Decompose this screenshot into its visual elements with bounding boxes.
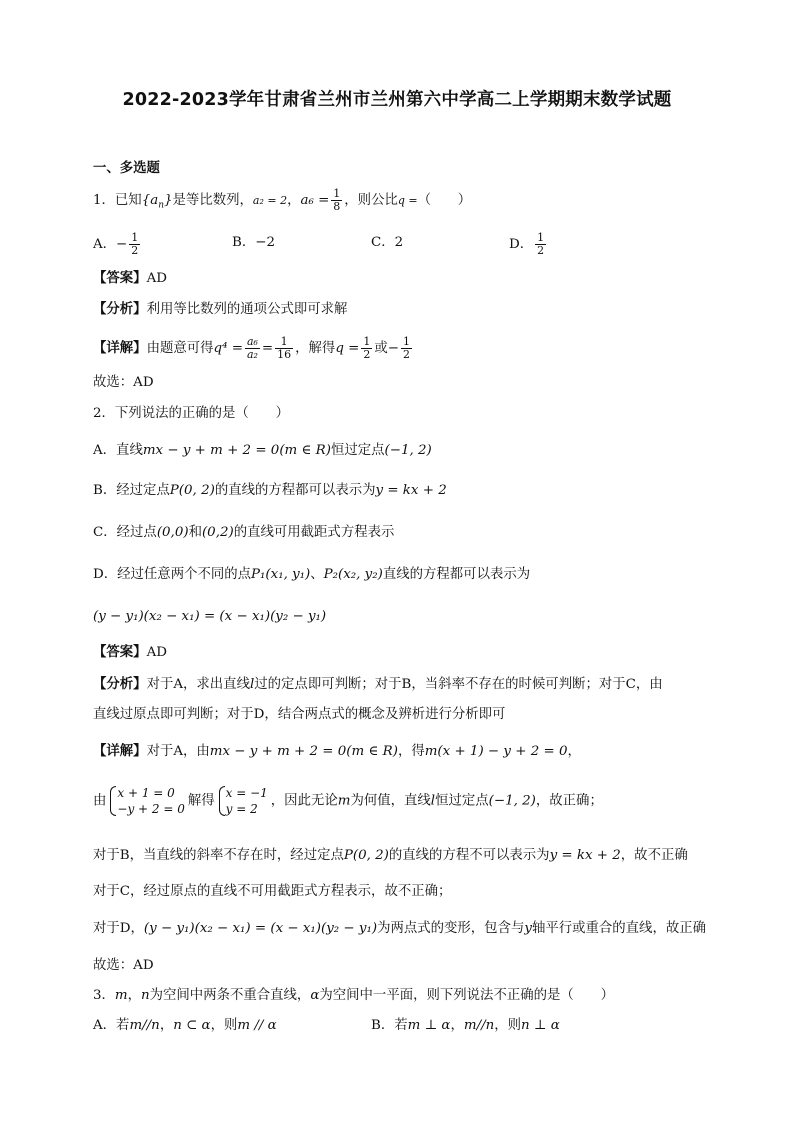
q3-option-b: B．若m ⊥ α，m//n，则n ⊥ α xyxy=(371,1018,560,1033)
q1-option-a: A．− $\frac{1}{2}$ xyxy=(93,231,139,257)
equation-system: x + 1 = 0 −y + 2 = 0 xyxy=(109,785,184,817)
q2-analysis-line2: 直线过原点即可判断；对于D，结合两点式的概念及辨析进行分析即可 xyxy=(93,707,506,722)
q1-option-d: D． $\frac{1}{2}$ xyxy=(509,231,545,257)
q3-stem: 3．m，n为空间中两条不重合直线，α为空间中一平面，则下列说法不正确的是（ ） xyxy=(93,988,614,1003)
q2-answer: 【答案】AD xyxy=(93,645,167,660)
q2-detail-line5: 对于D，(y − y₁)(x₂ − x₁) = (x − x₁)(y₂ − y₁)为两点式的变形，包含与y轴平行或重合的直线，故正确 xyxy=(93,921,707,936)
fraction: $\frac{1}{8}$ xyxy=(333,187,341,213)
q1-detail: 【详解】由题意可得q⁴ = $\frac{\text{a₆}}{\text{a₂}}$ = $\frac{1}{16}$ ，解得q = $\frac{1}{2}$ 或− $\frac{1}{2}$ xyxy=(93,335,410,361)
q1-choice: 故选：AD xyxy=(93,375,154,390)
q1-option-c: C．2 xyxy=(371,235,404,250)
equation-system: x = −1 y = 2 xyxy=(218,785,268,817)
section-heading: 一、多选题 xyxy=(93,161,160,176)
q1-option-b: B．−2 xyxy=(232,235,275,250)
q2-option-d: D．经过任意两个不同的点P₁(x₁, y₁)、P₂(x₂, y₂)直线的方程都可以表示为 xyxy=(93,567,531,582)
q2-option-c: C．经过点(0,0)和(0,2)的直线可用截距式方程表示 xyxy=(93,525,395,540)
q2-stem: 2．下列说法的正确的是（ ） xyxy=(93,406,289,421)
q2-detail-line4: 对于C，经过原点的直线不可用截距式方程表示，故不正确； xyxy=(93,884,452,899)
q2-analysis-line1: 【分析】对于A，求出直线l过的定点即可判断；对于B，当斜率不存在的时候可判断；对于C，由 xyxy=(93,677,663,692)
q2-detail-line1: 【详解】对于A，由mx − y + m + 2 = 0(m ∈ R)，得m(x + 1) − y + 2 = 0， xyxy=(93,744,581,759)
q2-choice: 故选：AD xyxy=(93,958,154,973)
q2-option-b: B．经过定点P(0, 2)的直线的方程都可以表示为y = kx + 2 xyxy=(93,483,447,498)
q2-option-d-equation: (y − y₁)(x₂ − x₁) = (x − x₁)(y₂ − y₁) xyxy=(93,609,327,624)
q3-option-a: A．若m//n，n ⊂ α，则m // α xyxy=(93,1018,277,1033)
q2-option-a: A．直线mx − y + m + 2 = 0(m ∈ R)恒过定点(−1, 2) xyxy=(93,443,432,458)
q1-stem: 1．已知$\{a_n\}$是等比数列，a₂ = 2，a₆ = $\frac{1}{8}$ ，则公比q =（ ） xyxy=(93,187,472,213)
q1-analysis: 【分析】利用等比数列的通项公式即可求解 xyxy=(93,302,348,317)
q1-answer: 【答案】AD xyxy=(93,271,167,286)
q2-detail-line3: 对于B，当直线的斜率不存在时，经过定点P(0, 2)的直线的方程不可以表示为y = kx + 2，故不正确 xyxy=(93,848,688,863)
page-title: 2022-2023学年甘肃省兰州市兰州第六中学高二上学期期末数学试题 xyxy=(122,90,672,110)
q2-detail-line2: 由 x + 1 = 0 −y + 2 = 0 解得 x = −1 y = 2 ，因此无论m为何值，直线l恒过定点(−1, 2)，故正确； xyxy=(93,786,603,816)
